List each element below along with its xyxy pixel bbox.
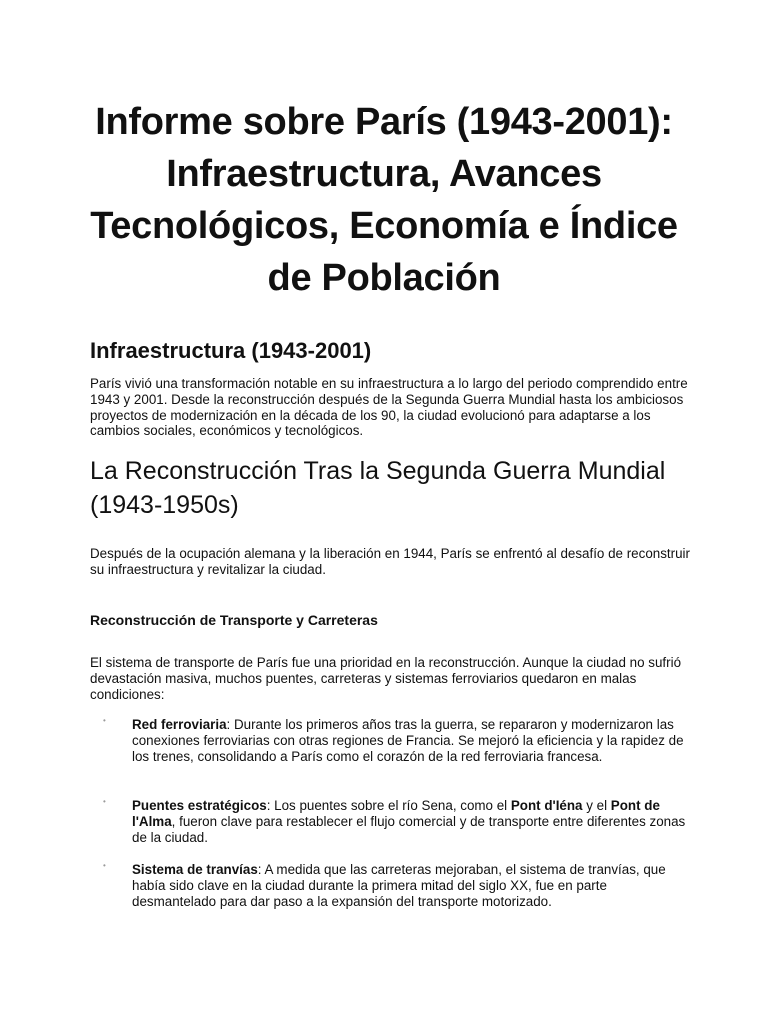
bridge-name-alma: Pont de l'Alma — [132, 798, 660, 829]
bullet-term: Sistema de tranvías — [132, 862, 258, 877]
bullet-description-connector: y el — [582, 798, 611, 813]
section-intro-paragraph: París vivió una transformación notable en su infraestructura a lo largo del periodo comprendido entre 1943 y 2001. Desde la reconstrucción después de la Segunda Guerra Mundial hasta los ambiciosos proyectos de modernización en la década de los 90, la ciudad evolucionó para adaptarse a los cambios sociales, económicos y tecnológicos. — [90, 376, 688, 439]
bullet-icon: • — [103, 716, 106, 725]
bullet-description: : Los puentes sobre el río Sena, como el — [266, 798, 511, 813]
subsection-heading: La Reconstrucción Tras la Segunda Guerra Mundial (1943-1950s) — [90, 457, 666, 519]
bullet-description: : Durante los primeros años tras la guerra, se repararon y modernizaron las conexiones ferroviarias con otras regiones de Francia. Se mejoró la eficiencia y la rapidez de los trenes, consolidando a París como el corazón de la red ferroviaria francesa. — [132, 717, 684, 764]
bullet-description-end: , fueron clave para restablecer el flujo comercial y de transporte entre diferentes zonas de la ciudad. — [132, 813, 686, 845]
section-heading: Infraestructura (1943-2001) — [90, 338, 372, 363]
bullet-icon: • — [103, 797, 106, 806]
subsection-intro-paragraph: Después de la ocupación alemana y la liberación en 1944, París se enfrentó al desafío de reconstruir su infraestructura y revitalizar la ciudad. — [90, 546, 690, 577]
bullet-text — [132, 717, 692, 764]
bullet-text — [132, 798, 692, 845]
bullet-term: Puentes estratégicos — [132, 798, 267, 813]
bullet-icon: • — [103, 861, 106, 870]
topic-intro-paragraph: El sistema de transporte de París fue una prioridad en la reconstrucción. Aunque la ciudad no sufrió devastación masiva, muchos puentes, carreteras y sistemas ferroviarios quedaron en malas condiciones: — [90, 655, 682, 702]
document-title: Informe sobre París (1943-2001): Infraestructura, Avances Tecnológicos, Economía e Índice de Población — [90, 101, 678, 299]
topic-heading: Reconstrucción de Transporte y Carreteras — [90, 612, 378, 628]
bullet-text — [132, 862, 692, 909]
bullet-description: : A medida que las carreteras mejoraban, el sistema de tranvías, que había sido clave en la ciudad durante la primera mitad del siglo XX, fue en parte desmantelado para dar paso a la expansión del transporte motorizado. — [132, 862, 666, 909]
bridge-name-iena: Pont d'Iéna — [510, 798, 583, 813]
bullet-term: Red ferroviaria — [132, 717, 227, 732]
